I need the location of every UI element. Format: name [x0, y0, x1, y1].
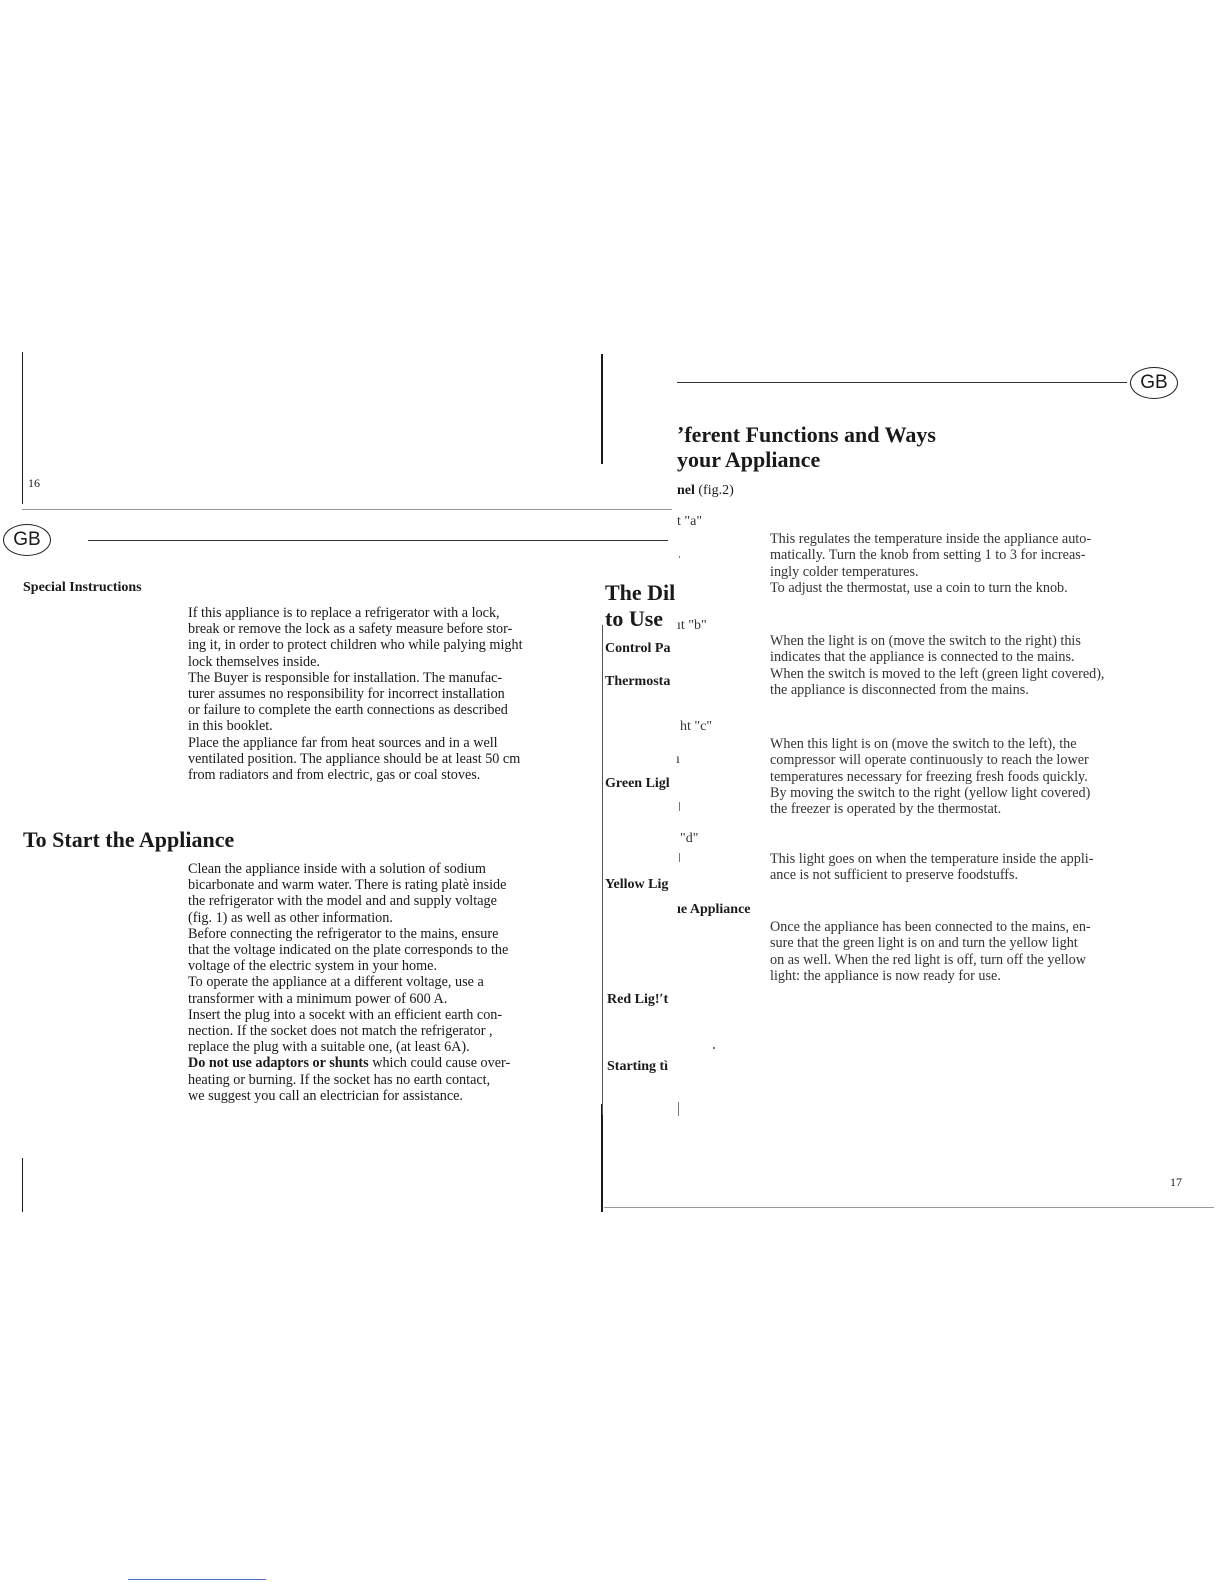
- text-line: that the voltage indicated on the plate corresponds to the: [188, 942, 509, 959]
- yellow-light-description: [770, 736, 1183, 817]
- fragment-c: ht "c": [680, 719, 713, 734]
- gb-country-badge-left: GB: [3, 524, 51, 556]
- text-line: When this light is on (move the switch to the left), the: [770, 736, 1077, 752]
- text-line: Insert the plug into a socekt with an efficient earth con-: [188, 1006, 503, 1023]
- text-line: break or remove the lock as a safety measure before stor-: [188, 621, 513, 638]
- control-panel-subtitle: [677, 483, 734, 499]
- text-line: the freezer is operated by the thermostat.: [770, 801, 1002, 818]
- label-green-light: Green Ligl: [605, 776, 670, 791]
- bottom-center-line: [601, 1104, 603, 1212]
- warning-bold-text: Do not use adaptors or shunts: [188, 1055, 369, 1072]
- left-margin-line: [22, 352, 23, 504]
- text-line: bicarbonate and warm water. There is rating platè inside: [188, 877, 507, 894]
- right-title-line1: ʼferent Functions and Ways: [677, 422, 936, 447]
- text-line: If this appliance is to replace a refrigerator with a lock,: [188, 605, 500, 621]
- warning-rest-text: which could cause over-: [368, 1055, 511, 1072]
- text-line: lock themselves inside.: [188, 653, 320, 670]
- text-line: This regulates the temperature inside the appliance auto-: [770, 531, 1092, 547]
- label-red-light: Red Lig!ʹt: [607, 992, 669, 1007]
- label-yellow-light: Yellow Lig: [605, 877, 669, 892]
- text-line: temperatures necessary for freezing fresh foods quickly.: [770, 768, 1088, 785]
- text-line: (fig. 1) as well as other information.: [188, 909, 393, 926]
- start-appliance-heading: To Start the Appliance: [23, 827, 235, 852]
- bottom-underline-link: [128, 1579, 266, 1580]
- text-line: ing it, in order to protect children who while palying might: [188, 637, 523, 654]
- text-line: To operate the appliance at a different voltage, use a: [188, 974, 484, 991]
- text-line: we suggest you call an electrician for assistance.: [188, 1087, 463, 1104]
- text-line: To adjust the thermostat, use a coin to turn the knob.: [770, 579, 1068, 596]
- special-instructions-text: [188, 605, 596, 783]
- fragment-a: t "a": [677, 514, 703, 529]
- text-line: nection. If the socket does not match the refrigerator ,: [188, 1023, 493, 1040]
- label-starting: Starting tì: [607, 1059, 669, 1074]
- text-line: ventilated position. The appliance should be at least 50 cm: [188, 750, 521, 767]
- text-line: Before connecting the refrigerator to the mains, ensure: [188, 925, 499, 942]
- text-line: voltage of the electric system in your home.: [188, 958, 437, 975]
- text-line: turer assumes no responsibility for incorrect installation: [188, 686, 505, 703]
- text-line: ance is not sufficient to preserve foodstuffs.: [770, 867, 1019, 884]
- text-line: sure that the green light is on and turn the yellow light: [770, 935, 1078, 952]
- left-header-rule: [88, 540, 668, 541]
- text-line: from radiators and from electric, gas or coal stoves.: [188, 767, 481, 784]
- middle-strip-rule: [602, 625, 603, 1115]
- scan-speck: [713, 1047, 715, 1049]
- start-appliance-text: [188, 861, 596, 1104]
- scan-speck: [678, 1102, 679, 1116]
- text-line: transformer with a minimum power of 600 A.: [188, 990, 448, 1007]
- scan-speck: [679, 556, 680, 558]
- text-line: on as well. When the red light is off, turn off the yellow: [770, 951, 1087, 968]
- subtitle-rest: (fig.2): [694, 483, 734, 498]
- fragment-b: ıt "b": [677, 618, 707, 633]
- scan-speck: [679, 802, 680, 811]
- right-title-line2: your Appliance: [677, 447, 821, 472]
- text-line: heating or burning. If the socket has no earth contact,: [188, 1071, 491, 1088]
- page-number-right: 17: [1170, 1175, 1182, 1189]
- right-bottom-rule: [604, 1207, 1214, 1208]
- functions-heading-fragment-1: The Dil: [605, 580, 676, 605]
- text-line: This light goes on when the temperature inside the appli-: [770, 851, 1094, 867]
- green-light-description: [770, 633, 1183, 698]
- text-line: matically. Turn the knob from setting 1 to 3 for increas-: [770, 547, 1086, 564]
- page-number-left: 16: [28, 476, 40, 490]
- top-center-line: [601, 354, 603, 464]
- text-line: By moving the switch to the right (yellow light covered): [770, 784, 1091, 801]
- scan-speck: [679, 853, 680, 862]
- red-light-description: [770, 851, 1183, 884]
- text-line: indicates that the appliance is connected to the mains.: [770, 649, 1075, 666]
- text-line: Once the appliance has been connected to the mains, en-: [770, 919, 1091, 935]
- text-line: ingly colder temperatures.: [770, 563, 919, 580]
- label-control-panel: Control Pa: [605, 641, 671, 656]
- functions-heading-fragment-2: to Use: [605, 606, 664, 631]
- label-thermostat: Thermosta: [605, 674, 671, 689]
- text-line: the appliance is disconnected from the mains.: [770, 681, 1029, 698]
- text-line: Place the appliance far from heat sources and in a well: [188, 734, 498, 751]
- text-line: When the light is on (move the switch to the right) this: [770, 633, 1081, 649]
- text-line: or failure to complete the earth connections as described: [188, 702, 508, 719]
- starting-description: [770, 919, 1183, 984]
- text-line: The Buyer is responsible for installation. The manufac-: [188, 669, 503, 686]
- fragment-the-appliance: ıe Appliance: [677, 902, 751, 917]
- text-line: replace the plug with a suitable one, (at least 6A).: [188, 1039, 470, 1056]
- right-header-rule: [677, 382, 1127, 383]
- text-line: compressor will operate continuously to reach the lower: [770, 752, 1089, 769]
- text-line: Clean the appliance inside with a solution of sodium: [188, 861, 486, 877]
- text-line: in this booklet.: [188, 718, 273, 735]
- text-line: the refrigerator with the model and and supply voltage: [188, 893, 497, 910]
- gb-country-badge-right: GB: [1130, 367, 1178, 399]
- top-page-rule: [22, 509, 672, 510]
- special-instructions-heading: Special Instructions: [23, 580, 142, 595]
- warning-line: [188, 1055, 596, 1071]
- subtitle-bold: nel: [677, 483, 695, 498]
- left-margin-line-lower: [22, 1158, 23, 1212]
- fragment-d: "d": [680, 831, 699, 846]
- text-line: light: the appliance is now ready for use.: [770, 967, 1001, 984]
- thermostat-description: [770, 531, 1183, 596]
- fragment-tick: ı: [676, 752, 680, 767]
- text-line: When the switch is moved to the left (green light covered),: [770, 665, 1105, 682]
